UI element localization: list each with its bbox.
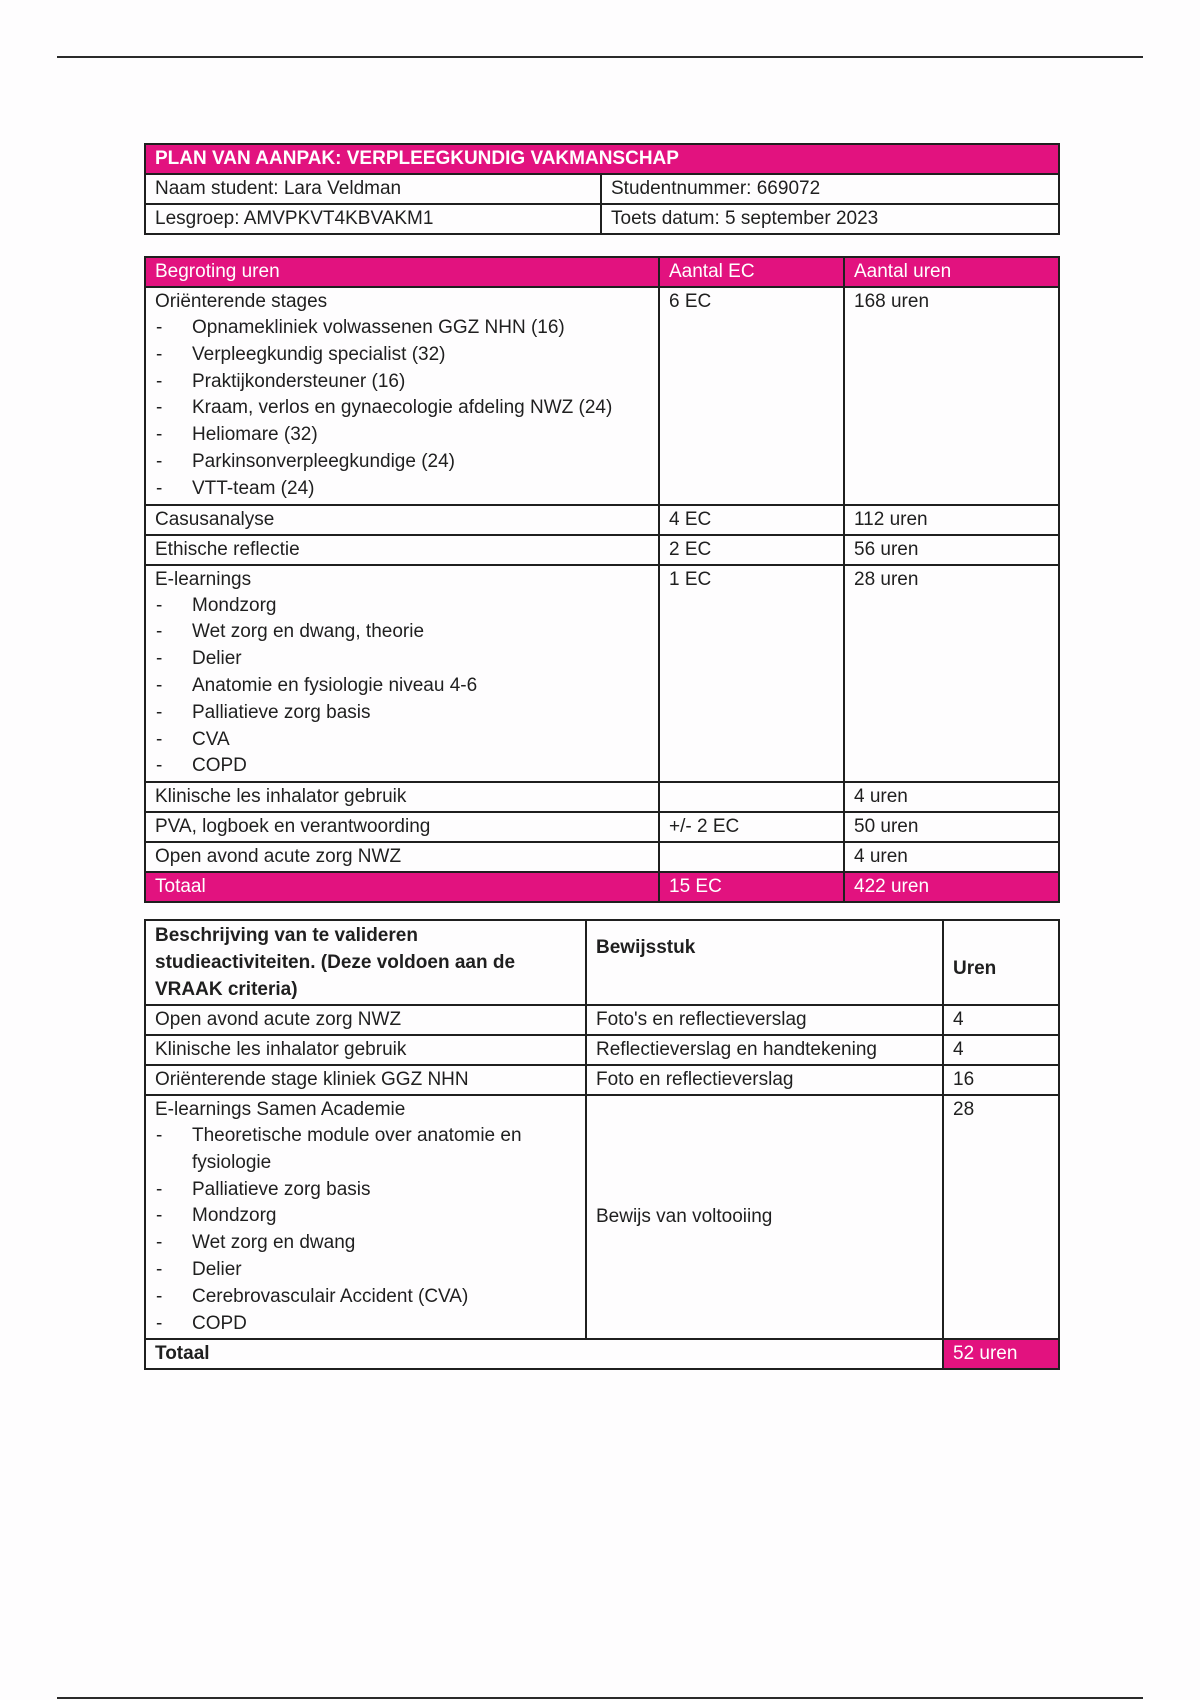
budget-total-label: Totaal [145, 872, 659, 902]
list-item: - Parkinsonverpleegkundige (24) [155, 449, 649, 476]
validation-activity: Open avond acute zorg NWZ [145, 1005, 586, 1035]
validation-total-hours: 52 uren [943, 1339, 1059, 1369]
validation-proof: Foto's en reflectieverslag [586, 1005, 943, 1035]
list-item: - Heliomare (32) [155, 422, 649, 449]
budget-total-ec: 15 EC [659, 872, 844, 902]
list-item: - CVA [155, 727, 649, 754]
budget-total-row [145, 872, 1059, 902]
internship-list [155, 315, 649, 503]
list-item: - Verpleegkundig specialist (32) [155, 342, 649, 369]
validation-header-activity: Beschrijving van te valideren studieactiviteiten. (Deze voldoen aan de VRAAK criteria) [145, 920, 586, 1005]
validation-proof: Bewijs van voltooiing [586, 1095, 943, 1339]
validation-row [145, 1095, 1059, 1339]
validation-row [145, 1065, 1059, 1095]
budget-row [145, 842, 1059, 872]
budget-row-ec: +/- 2 EC [659, 812, 844, 842]
list-item: - Praktijkondersteuner (16) [155, 369, 649, 396]
budget-header-ec: Aantal EC [659, 257, 844, 287]
list-item: - Cerebrovasculair Accident (CVA) [155, 1284, 576, 1311]
budget-row-ec: 4 EC [659, 505, 844, 535]
budget-row-hours: 50 uren [844, 812, 1059, 842]
validation-row [145, 1035, 1059, 1065]
validation-hours: 4 [943, 1035, 1059, 1065]
budget-row-hours: 28 uren [844, 565, 1059, 783]
budget-header-hours: Aantal uren [844, 257, 1059, 287]
validation-table [144, 919, 1060, 1370]
list-item: - Mondzorg [155, 1203, 576, 1230]
student-number: Studentnummer: 669072 [601, 174, 1059, 204]
header-table [144, 143, 1060, 235]
budget-row-label: Klinische les inhalator gebruik [145, 782, 659, 812]
validation-hours: 4 [943, 1005, 1059, 1035]
budget-row [145, 565, 1059, 783]
budget-row-label: Open avond acute zorg NWZ [145, 842, 659, 872]
budget-row [145, 505, 1059, 535]
list-item: - Opnamekliniek volwassenen GGZ NHN (16) [155, 315, 649, 342]
validation-hours: 28 [943, 1095, 1059, 1339]
class-group: Lesgroep: AMVPKVT4KBVAKM1 [145, 204, 601, 234]
list-item: - COPD [155, 753, 649, 780]
samen-academie-list [155, 1123, 576, 1337]
budget-total-hours: 422 uren [844, 872, 1059, 902]
list-item: - Theoretische module over anatomie en fysiologie [155, 1123, 576, 1177]
budget-row-label: Ethische reflectie [145, 535, 659, 565]
elearning-list [155, 593, 649, 781]
budget-row-label: E-learnings [155, 568, 252, 590]
student-name: Naam student: Lara Veldman [145, 174, 601, 204]
list-item: - Palliatieve zorg basis [155, 700, 649, 727]
budget-row-hours: 56 uren [844, 535, 1059, 565]
list-item: - Wet zorg en dwang [155, 1230, 576, 1257]
validation-activity: Oriënterende stage kliniek GGZ NHN [145, 1065, 586, 1095]
budget-row-label: Oriënterende stages [155, 291, 328, 312]
list-item: - VTT-team (24) [155, 476, 649, 503]
budget-header-label: Begroting uren [145, 257, 659, 287]
validation-proof: Foto en reflectieverslag [586, 1065, 943, 1095]
budget-row-ec [659, 782, 844, 812]
list-item: - Wet zorg en dwang, theorie [155, 619, 649, 646]
budget-table [144, 256, 1060, 903]
budget-row-hours: 112 uren [844, 505, 1059, 535]
validation-header-row [145, 920, 1059, 1005]
list-item: - Delier [155, 646, 649, 673]
budget-row [145, 782, 1059, 812]
validation-row [145, 1005, 1059, 1035]
budget-row-hours: 4 uren [844, 782, 1059, 812]
budget-row [145, 812, 1059, 842]
plan-title: PLAN VAN AANPAK: VERPLEEGKUNDIG VAKMANSCHAP [145, 144, 1059, 174]
budget-row [145, 287, 1059, 505]
budget-row [145, 535, 1059, 565]
budget-row-hours: 4 uren [844, 842, 1059, 872]
validation-total-label: Totaal [145, 1339, 943, 1369]
validation-activity: E-learnings Samen Academie [155, 1099, 406, 1120]
test-date: Toets datum: 5 september 2023 [601, 204, 1059, 234]
validation-header-hours: Uren [943, 920, 1059, 1005]
validation-total-row [145, 1339, 1059, 1369]
validation-header-proof: Bewijsstuk [586, 920, 943, 1005]
validation-hours: 16 [943, 1065, 1059, 1095]
list-item: - Palliatieve zorg basis [155, 1177, 576, 1204]
validation-activity: Klinische les inhalator gebruik [145, 1035, 586, 1065]
budget-row-ec: 6 EC [659, 287, 844, 505]
list-item: - Delier [155, 1257, 576, 1284]
list-item: - Anatomie en fysiologie niveau 4-6 [155, 673, 649, 700]
budget-row-label: PVA, logboek en verantwoording [145, 812, 659, 842]
list-item: - Mondzorg [155, 593, 649, 620]
bottom-rule [57, 1697, 1143, 1699]
validation-proof: Reflectieverslag en handtekening [586, 1035, 943, 1065]
budget-header-row [145, 257, 1059, 287]
list-item: - COPD [155, 1311, 576, 1338]
top-rule [57, 56, 1143, 58]
budget-row-label: Casusanalyse [145, 505, 659, 535]
budget-row-hours: 168 uren [844, 287, 1059, 505]
budget-row-ec [659, 842, 844, 872]
budget-row-ec: 2 EC [659, 535, 844, 565]
budget-row-ec: 1 EC [659, 565, 844, 783]
list-item: - Kraam, verlos en gynaecologie afdeling NWZ (24) [155, 395, 649, 422]
